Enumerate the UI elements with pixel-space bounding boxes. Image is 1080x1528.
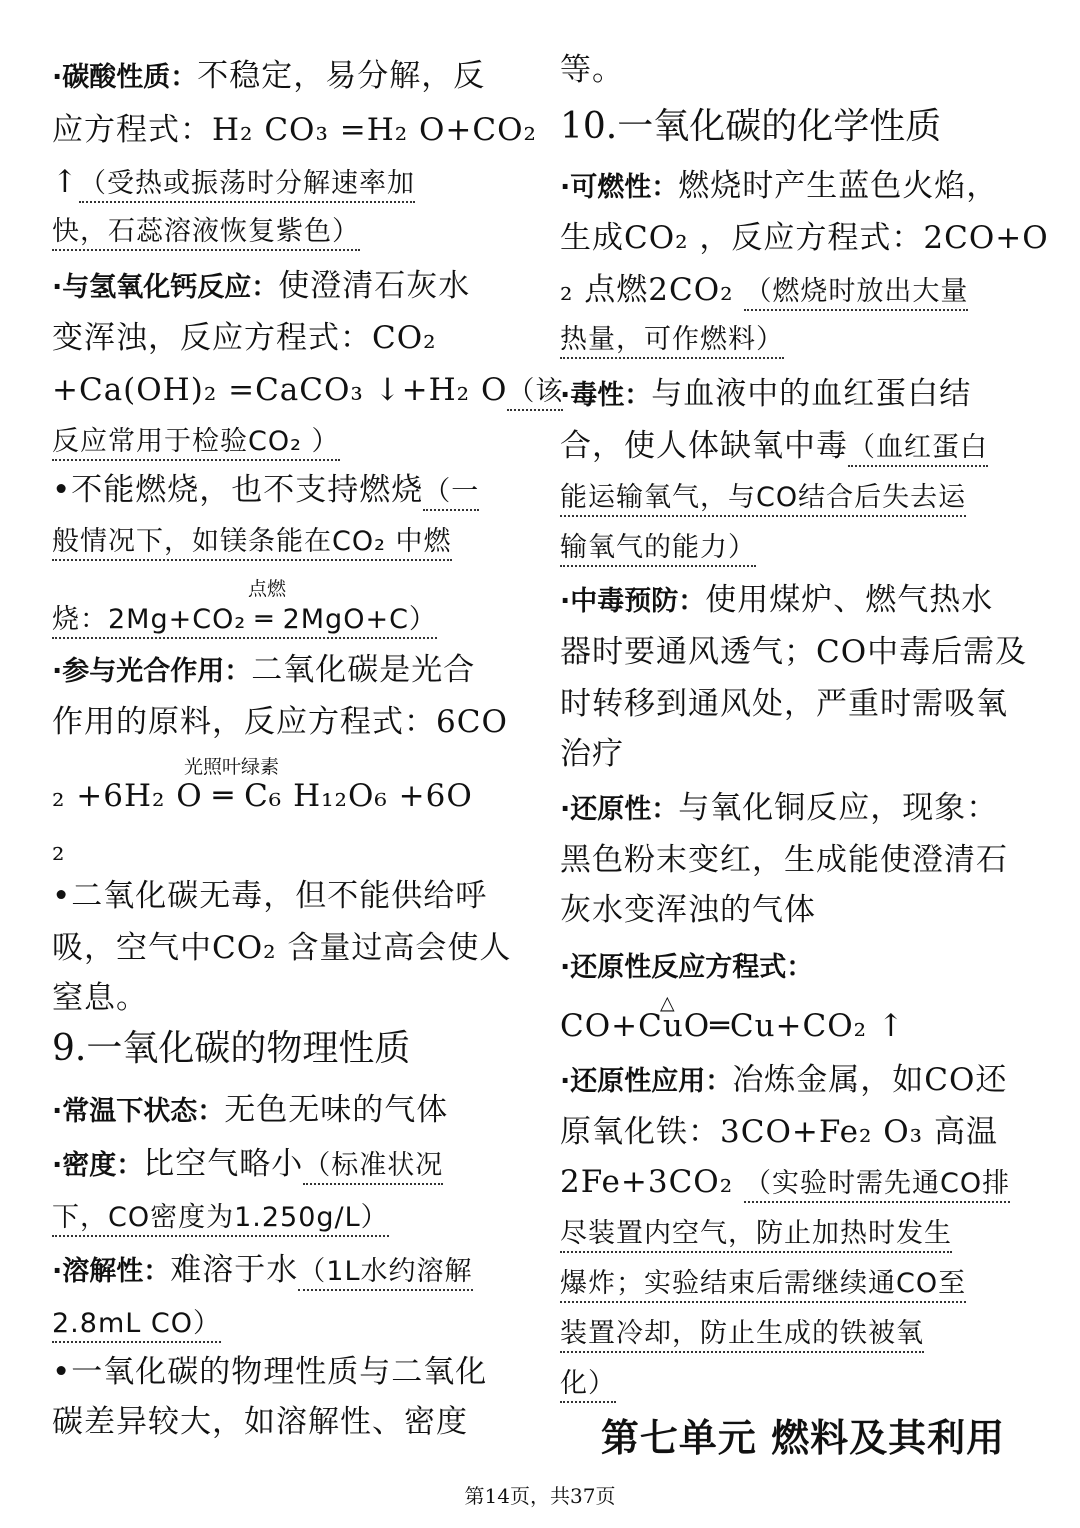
toxicity-text: 与血液中的血红蛋白结 (651, 376, 972, 412)
no-burn-text: •不能燃烧，也不支持燃烧 (52, 472, 424, 508)
photosynthesis-line-4: ₂ (52, 832, 66, 868)
photosynthesis-line-2: 作用的原料，反应方程式：6CO (52, 704, 508, 740)
reducing-equation-label: ·还原性反应方程式： (560, 952, 814, 983)
application-line-5 (560, 1262, 966, 1304)
application-note: （实验时需先通CO排 (744, 1168, 1010, 1203)
photosynthesis-line-3: ₂ +6H₂ O ═ C₆ H₁₂O₆ +6O (52, 778, 473, 814)
co-density-text: 比空气略小 (143, 1146, 304, 1182)
flammable-text: 燃烧时产生蓝色火焰， (678, 168, 999, 204)
limewater-label: ·与氢氧化钙反应： (52, 272, 279, 303)
section-9-heading: 9.一氧化碳的物理性质 (52, 1028, 411, 1069)
application-line-3 (560, 1162, 1010, 1204)
co-solubility-text: 难溶于水 (170, 1252, 299, 1288)
toxicity-note-end: 输氧气的能力） (560, 532, 756, 567)
co-density-label: ·密度： (52, 1150, 144, 1181)
co-combustion-equation: ₂ 点燃2CO₂ (560, 272, 734, 308)
prevention-line-3: 时转移到通风处，严重时需吸氧 (560, 686, 1008, 722)
reducing-text: 与氧化铜反应，现象： (678, 790, 999, 826)
toxicity-line-4 (560, 526, 756, 568)
co-density-line-2 (52, 1196, 389, 1238)
nontoxic-line-2: 吸，空气中CO₂ 含量过高会使人 (52, 930, 512, 966)
reducing-equation: CO+CuO═Cu+CO₂ ↑ (560, 1008, 905, 1044)
reducing-label: ·还原性： (560, 794, 679, 825)
application-line-7 (560, 1362, 616, 1404)
magnesium-equation: 烧：2Mg+CO₂ ═ 2MgO+C） (52, 604, 437, 639)
co-density-note: （标准状况 (303, 1150, 443, 1185)
limewater-text: 使澄清石灰水 (278, 268, 471, 304)
application-note-end: 化） (560, 1368, 616, 1403)
up-arrow: ↑ (52, 164, 79, 200)
application-note-2: 尽装置内空气，防止加热时发生 (560, 1218, 952, 1253)
co-solubility-line-2 (52, 1302, 221, 1344)
carbonic-acid-text: 不稳定，易分解，反 (197, 58, 486, 94)
toxicity-note: （血红蛋白 (848, 432, 988, 467)
co-state-text: 无色无味的气体 (224, 1092, 449, 1128)
prevention-line-2: 器时要通风透气；CO中毒后需及 (560, 634, 1028, 670)
carbonic-acid-label: ·碳酸性质： (52, 62, 198, 93)
carbonic-acid-note: （受热或振荡时分解速率加 (79, 168, 415, 203)
co-state-label: ·常温下状态： (52, 1096, 225, 1127)
nontoxic-line-1: •二氧化碳无毒，但不能供给呼 (52, 878, 488, 914)
co-state-line (52, 1090, 448, 1132)
flammable-note: （燃烧时放出大量 (744, 276, 968, 311)
reducing-line-1 (560, 788, 998, 830)
nontoxic-line-3: 窒息。 (52, 980, 148, 1016)
flammable-line-4 (560, 318, 784, 360)
photosynthesis-label: ·参与光合作用： (52, 656, 252, 687)
carbonic-acid-line-4 (52, 210, 360, 252)
heat-symbol: △ (660, 992, 675, 1014)
co-density-line-1 (52, 1144, 443, 1186)
application-note-3: 爆炸；实验结束后需继续通CO至 (560, 1268, 966, 1303)
application-label: ·还原性应用： (560, 1066, 733, 1097)
unit-seven-title: 第七单元 燃料及其利用 (600, 1416, 1006, 1460)
toxicity-note-2: 能运输氧气，与CO结合后失去运 (560, 482, 966, 517)
application-line-6 (560, 1312, 924, 1354)
toxicity-label: ·毒性： (560, 380, 652, 411)
flammable-line-3 (560, 270, 968, 312)
section-10-heading: 10.一氧化碳的化学性质 (560, 106, 942, 147)
reducing-line-3: 灰水变浑浊的气体 (560, 892, 816, 928)
continued-text: 等。 (560, 52, 624, 88)
flammable-line-1 (560, 166, 998, 208)
no-burn-line-3 (52, 598, 437, 640)
co-solubility-note-end: 2.8mL CO） (52, 1308, 221, 1343)
toxicity-line-3 (560, 476, 966, 518)
limewater-equation: +Ca(OH)₂ =CaCO₃ ↓+H₂ O (52, 372, 508, 408)
reducing-equation-title (560, 946, 813, 988)
limewater-line-3 (52, 370, 563, 412)
prevention-text: 使用煤炉、燃气热水 (705, 582, 994, 618)
reducing-line-2: 黑色粉末变红，生成能使澄清石 (560, 842, 1008, 878)
compare-line-1: •一氧化碳的物理性质与二氧化 (52, 1354, 488, 1390)
carbonic-acid-line-3 (52, 162, 415, 204)
limewater-line-1 (52, 266, 470, 308)
carbonic-acid-note-end: 快，石蕊溶液恢复紫色） (52, 216, 360, 251)
no-burn-note: （一 (423, 476, 479, 511)
co-solubility-label: ·溶解性： (52, 1256, 171, 1287)
application-text: 冶炼金属，如CO还 (732, 1062, 1008, 1098)
photosynthesis-text: 二氧化碳是光合 (251, 652, 476, 688)
carbonic-acid-line-1 (52, 56, 485, 98)
toxicity-text-2: 合，使人体缺氧中毒 (560, 428, 848, 464)
toxicity-line-1 (560, 374, 971, 416)
toxicity-line-2 (560, 426, 988, 468)
prevention-label: ·中毒预防： (560, 586, 706, 617)
ignite-condition: 点燃 (248, 578, 287, 600)
limewater-line-4 (52, 420, 340, 462)
application-line-4 (560, 1212, 952, 1254)
no-burn-line-1 (52, 470, 479, 512)
carbonic-acid-line-2: 应方程式：H₂ CO₃ =H₂ O+CO₂ (52, 112, 537, 148)
no-burn-line-2 (52, 520, 452, 562)
limewater-line-2: 变浑浊，反应方程式：CO₂ (52, 320, 437, 356)
no-burn-note-2: 般情况下，如镁条能在CO₂ 中燃 (52, 526, 452, 561)
limewater-note: （该 (507, 376, 563, 411)
photosynthesis-line-1 (52, 650, 475, 692)
limewater-note-end: 反应常用于检验CO₂ ） (52, 426, 340, 461)
co-density-note-end: 下，CO密度为1.250g/L） (52, 1202, 389, 1237)
prevention-line-1 (560, 580, 993, 622)
light-chlorophyll-condition: 光照叶绿素 (184, 756, 280, 778)
co-solubility-line-1 (52, 1250, 473, 1292)
co-solubility-note: （1L水约溶解 (298, 1256, 472, 1291)
flammable-line-2: 生成CO₂ ，反应方程式：2CO+O (560, 220, 1049, 256)
compare-line-2: 碳差异较大，如溶解性、密度 (52, 1404, 468, 1440)
flammable-note-end: 热量，可作燃料） (560, 324, 784, 359)
flammable-label: ·可燃性： (560, 172, 679, 203)
application-note-4: 装置冷却，防止生成的铁被氧 (560, 1318, 924, 1353)
application-line-2: 原氧化铁：3CO+Fe₂ O₃ 高温 (560, 1114, 998, 1150)
prevention-line-4: 治疗 (560, 736, 624, 772)
iron-oxide-equation: 2Fe+3CO₂ (560, 1164, 734, 1200)
page-footer: 第14页，共37页 (464, 1484, 616, 1508)
application-line-1 (560, 1060, 1007, 1102)
